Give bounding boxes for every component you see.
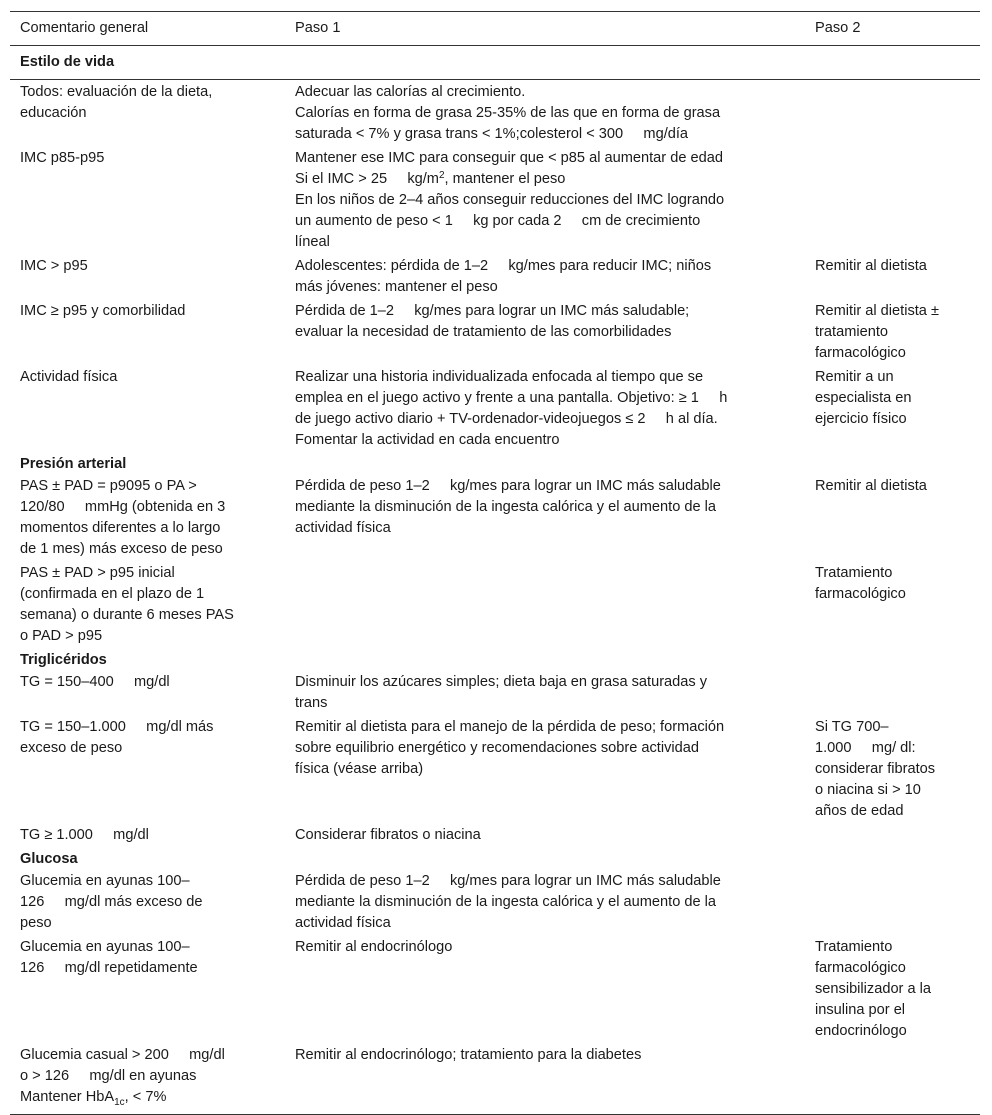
comentario-cell: Glucemia en ayunas 100– 126 mg/dl repetidamente: [20, 939, 198, 976]
comentario-cell: IMC > p95: [20, 258, 88, 274]
table-body: [10, 46, 980, 1115]
table-row: [10, 300, 980, 366]
paso-1-cell: Pérdida de peso 1–2 kg/mes para lograr un IMC más saludable mediante la disminución de la ingesta calórica y el aumento de la actividad física: [295, 478, 721, 536]
table-row: [10, 255, 980, 300]
paso-2-cell: Tratamiento farmacológico sensibilizador a la insulina por el endocrinólogo: [815, 939, 932, 1039]
table-row: [10, 147, 980, 255]
section-row: [10, 848, 980, 870]
table-row: [10, 80, 980, 148]
paso-2-cell: Remitir al dietista ± tratamiento farmacológico: [815, 303, 939, 361]
paso-1-cell: Remitir al endocrinólogo; tratamiento para la diabetes: [285, 1044, 805, 1115]
table-row: [10, 716, 980, 824]
comentario-cell: Todos: evaluación de la dieta, educación: [20, 84, 213, 121]
comentario-cell: TG = 150–1.000 mg/dl más exceso de peso: [20, 719, 214, 756]
comentario-cell: TG ≥ 1.000 mg/dl: [20, 827, 149, 843]
paso-1-cell: Remitir al endocrinólogo: [295, 939, 453, 955]
comentario-cell: IMC ≥ p95 y comorbilidad: [20, 303, 186, 319]
cell-text: , < 7%: [124, 1089, 167, 1105]
paso-1-cell: Adecuar las calorías al crecimiento. Calorías en forma de grasa 25-35% de las que en forma de grasa saturada < 7% y grasa trans < 1%;colesterol < 300 mg/día: [295, 84, 721, 142]
paso-2-cell: Remitir a un especialista en ejercicio físico: [815, 369, 912, 427]
comentario-cell: IMC p85-p95: [20, 150, 105, 166]
section-title: Triglicéridos: [20, 652, 107, 668]
header-paso-2: Paso 2: [805, 12, 980, 46]
section-row: [10, 649, 980, 671]
comentario-cell: Glucemia en ayunas 100– 126 mg/dl más exceso de peso: [20, 873, 203, 931]
paso-2-cell: Si TG 700– 1.000 mg/ dl: considerar fibratos o niacina si > 10 años de edad: [815, 719, 936, 819]
paso-2-cell: Remitir al dietista: [815, 258, 927, 274]
comentario-cell: Actividad física: [20, 369, 118, 385]
table-row: [10, 671, 980, 716]
subscript: 1c: [114, 1097, 125, 1108]
paso-2-cell: [805, 80, 980, 148]
section-title: Presión arterial: [20, 456, 127, 472]
paso-1-cell: Disminuir los azúcares simples; dieta baja en grasa saturadas y trans: [295, 674, 708, 711]
superscript: 2: [438, 170, 445, 181]
paso-2-cell: [805, 671, 980, 716]
comentario-cell: PAS ± PAD = p9095 o PA > 120/80 mmHg (obtenida en 3 momentos diferentes a lo largo de 1 mes) más exceso de peso: [20, 478, 226, 557]
paso-2-cell: [805, 147, 980, 255]
header-comentario-general: Comentario general: [10, 12, 285, 46]
table-row: [10, 366, 980, 453]
paso-1-cell: [285, 147, 805, 255]
paso-2-cell: Tratamiento farmacológico: [815, 565, 906, 602]
recommendations-table: [10, 11, 980, 1115]
table-row: [10, 562, 980, 649]
table-row: [10, 1044, 980, 1115]
paso-2-cell: [805, 1044, 980, 1115]
paso-1-cell: Realizar una historia individualizada enfocada al tiempo que se emplea en el juego activo y frente a una pantalla. Objetivo: ≥ 1 h de juego activo diario + TV-ordenador-videojuegos ≤ 2 h al día. Fomentar la actividad en cada encuentro: [295, 369, 728, 448]
section-row: [10, 46, 980, 80]
paso-1-cell: Adolescentes: pérdida de 1–2 kg/mes para reducir IMC; niños más jóvenes: mantener el peso: [295, 258, 712, 295]
cell-text: , mantener el peso En los niños de 2–4 años conseguir reducciones del IMC logrando un aumento de peso < 1 kg por cada 2 cm de crecimiento líneal: [295, 171, 725, 250]
cell-text: Mantener ese IMC para conseguir que < p85 al aumentar de edad Si el IMC > 25 kg/m: [295, 150, 723, 187]
table-row: [10, 936, 980, 1044]
section-title: Estilo de vida: [10, 46, 980, 80]
paso-1-cell: Considerar fibratos o niacina: [295, 827, 481, 843]
comentario-cell: PAS ± PAD > p95 inicial (confirmada en el plazo de 1 semana) o durante 6 meses PAS o PAD > p95: [20, 565, 234, 644]
table-row: [10, 824, 980, 848]
paso-2-cell: Remitir al dietista: [815, 478, 927, 494]
paso-1-cell: Pérdida de 1–2 kg/mes para lograr un IMC más saludable; evaluar la necesidad de tratamiento de las comorbilidades: [295, 303, 690, 340]
paso-2-cell: [805, 824, 980, 848]
table-row: [10, 475, 980, 562]
cell-text: Glucemia casual > 200 mg/dl o > 126 mg/dl en ayunas Mantener HbA: [20, 1047, 225, 1105]
table-row: [10, 870, 980, 936]
paso-1-cell: Pérdida de peso 1–2 kg/mes para lograr un IMC más saludable mediante la disminución de la ingesta calórica y el aumento de la actividad física: [295, 873, 721, 931]
paso-1-cell: Remitir al dietista para el manejo de la pérdida de peso; formación sobre equilibrio energético y recomendaciones sobre actividad física (véase arriba): [295, 719, 725, 777]
section-title: Glucosa: [20, 851, 78, 867]
header-paso-1: Paso 1: [285, 12, 805, 46]
paso-1-cell: [285, 562, 805, 649]
header-row: [10, 12, 980, 46]
section-row: [10, 453, 980, 475]
paso-2-cell: [805, 870, 980, 936]
comentario-cell: TG = 150–400 mg/dl: [20, 674, 170, 690]
comentario-cell: [10, 1044, 285, 1115]
